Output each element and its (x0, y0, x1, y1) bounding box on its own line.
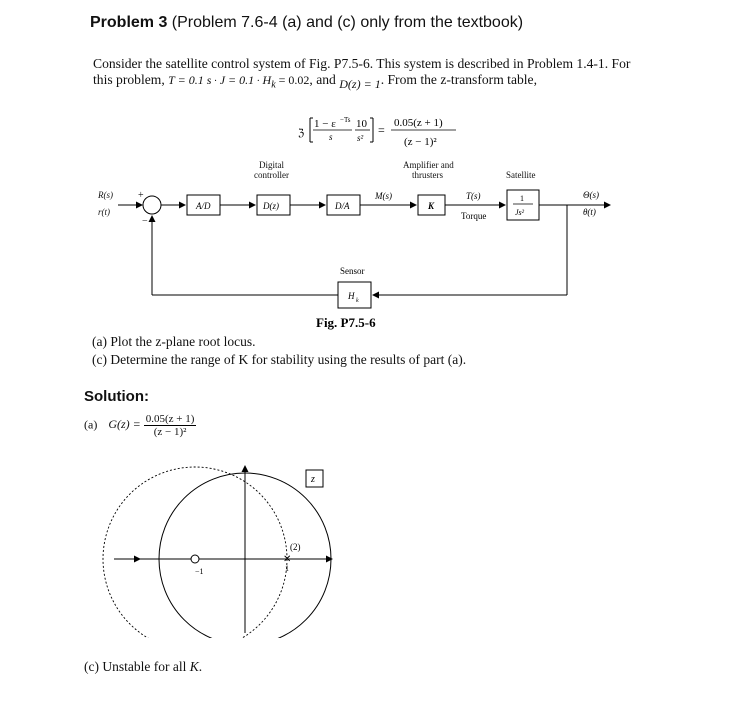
solution-a-label: (a) (84, 417, 98, 432)
sensor-label: Sensor (340, 266, 365, 276)
torque-label: Torque (461, 211, 487, 221)
summer-minus: − (142, 216, 148, 227)
z-plane-label: z (311, 474, 315, 485)
sensor-hk-sub: k (356, 298, 359, 304)
c-answer-suffix: . (198, 659, 203, 674)
z-rhs-numerator: 0.05(z + 1) (394, 117, 443, 129)
amplifier-label-1: Amplifier and (403, 160, 454, 170)
k-label: K (428, 201, 435, 211)
question-a: (a) Plot the z-plane root locus. (92, 334, 256, 349)
theta-s: Θ(s) (583, 190, 599, 200)
z-equals: = (378, 123, 385, 137)
j-equation: J = 0.1 (219, 73, 255, 87)
solution-a-equation (84, 413, 196, 438)
one-label: 1 (285, 564, 289, 573)
da-label: D/A (335, 201, 350, 211)
minus-one-label: −1 (195, 567, 204, 576)
figure-caption: Fig. P7.5-6 (316, 315, 376, 330)
statement-line-2-lead: this problem, (93, 72, 165, 87)
z-lhs-exponent: −Ts (340, 116, 351, 124)
problem-number: Problem 3 (90, 14, 168, 31)
c-answer-variable: K (189, 659, 199, 674)
solution-heading: Solution: (84, 388, 149, 405)
g-lhs: G(z) = (108, 417, 141, 432)
g-fraction (144, 413, 197, 438)
hk-symbol: H (262, 73, 272, 87)
ms-label: M(s) (375, 191, 392, 201)
digital-label-2: controller (254, 170, 289, 180)
and-word: , and (309, 72, 336, 87)
t-equation: T = 0.1 s (168, 73, 212, 87)
theta-t: θ(t) (583, 207, 596, 217)
dz-label: D(z) (263, 201, 279, 211)
sensor-hk: H (348, 291, 355, 301)
sat-den: Js² (515, 208, 525, 217)
z-lhs-numerator: 1 − ε (314, 118, 336, 130)
root-locus-plot (100, 458, 360, 638)
digital-label-1: Digital (259, 160, 284, 170)
root-locus-circle (103, 467, 287, 638)
d-equation: D(z) = 1 (339, 77, 381, 91)
c-answer-prefix: (c) Unstable for all (84, 659, 190, 674)
z-lhs-denominator-2: s² (357, 133, 364, 143)
z-rhs-denominator: (z − 1)² (404, 136, 437, 148)
summing-junction (143, 196, 161, 214)
input-r: r(t) (98, 207, 110, 217)
ts-label: T(s) (466, 191, 481, 201)
satellite-label: Satellite (506, 170, 536, 180)
g-denominator: (z − 1)² (153, 426, 187, 438)
z-transform-symbol: ℨ (298, 128, 305, 139)
from-table-text: . From the z-transform table, (380, 72, 537, 87)
solution-c-answer (84, 659, 202, 675)
double-pole-label: (2) (290, 542, 301, 552)
question-c: (c) Determine the range of K for stability using the results of part (a). (92, 352, 467, 367)
sensor-block (338, 282, 371, 308)
block-diagram (0, 0, 737, 340)
input-R: R(s) (98, 190, 113, 200)
statement-line-2: this problem, T = 0.1 $s \cdot J = 0.1 \cdot H_k = 0.02$, and D(z) = 1. From the z-transform table, (93, 72, 537, 91)
zero-marker (191, 555, 199, 563)
hk-value: = 0.02 (275, 73, 310, 87)
problem-reference: (Problem 7.6-4 (a) and (c) only from the textbook) (167, 14, 524, 31)
pole-marker: ✕ (283, 554, 292, 565)
z-lhs-numerator-2: 10 (356, 118, 367, 130)
statement-line-1: Consider the satellite control system of Fig. P7.5-6. This system is described in Problem 1.4-1. For (93, 56, 631, 71)
hk-subscript: k (271, 79, 276, 91)
amplifier-label-2: thrusters (412, 170, 443, 180)
ad-label: A/D (196, 201, 211, 211)
sat-num: 1 (520, 194, 524, 203)
z-lhs-denominator: s (329, 132, 333, 142)
g-numerator: 0.05(z + 1) (145, 413, 195, 425)
summer-plus: + (138, 190, 144, 201)
